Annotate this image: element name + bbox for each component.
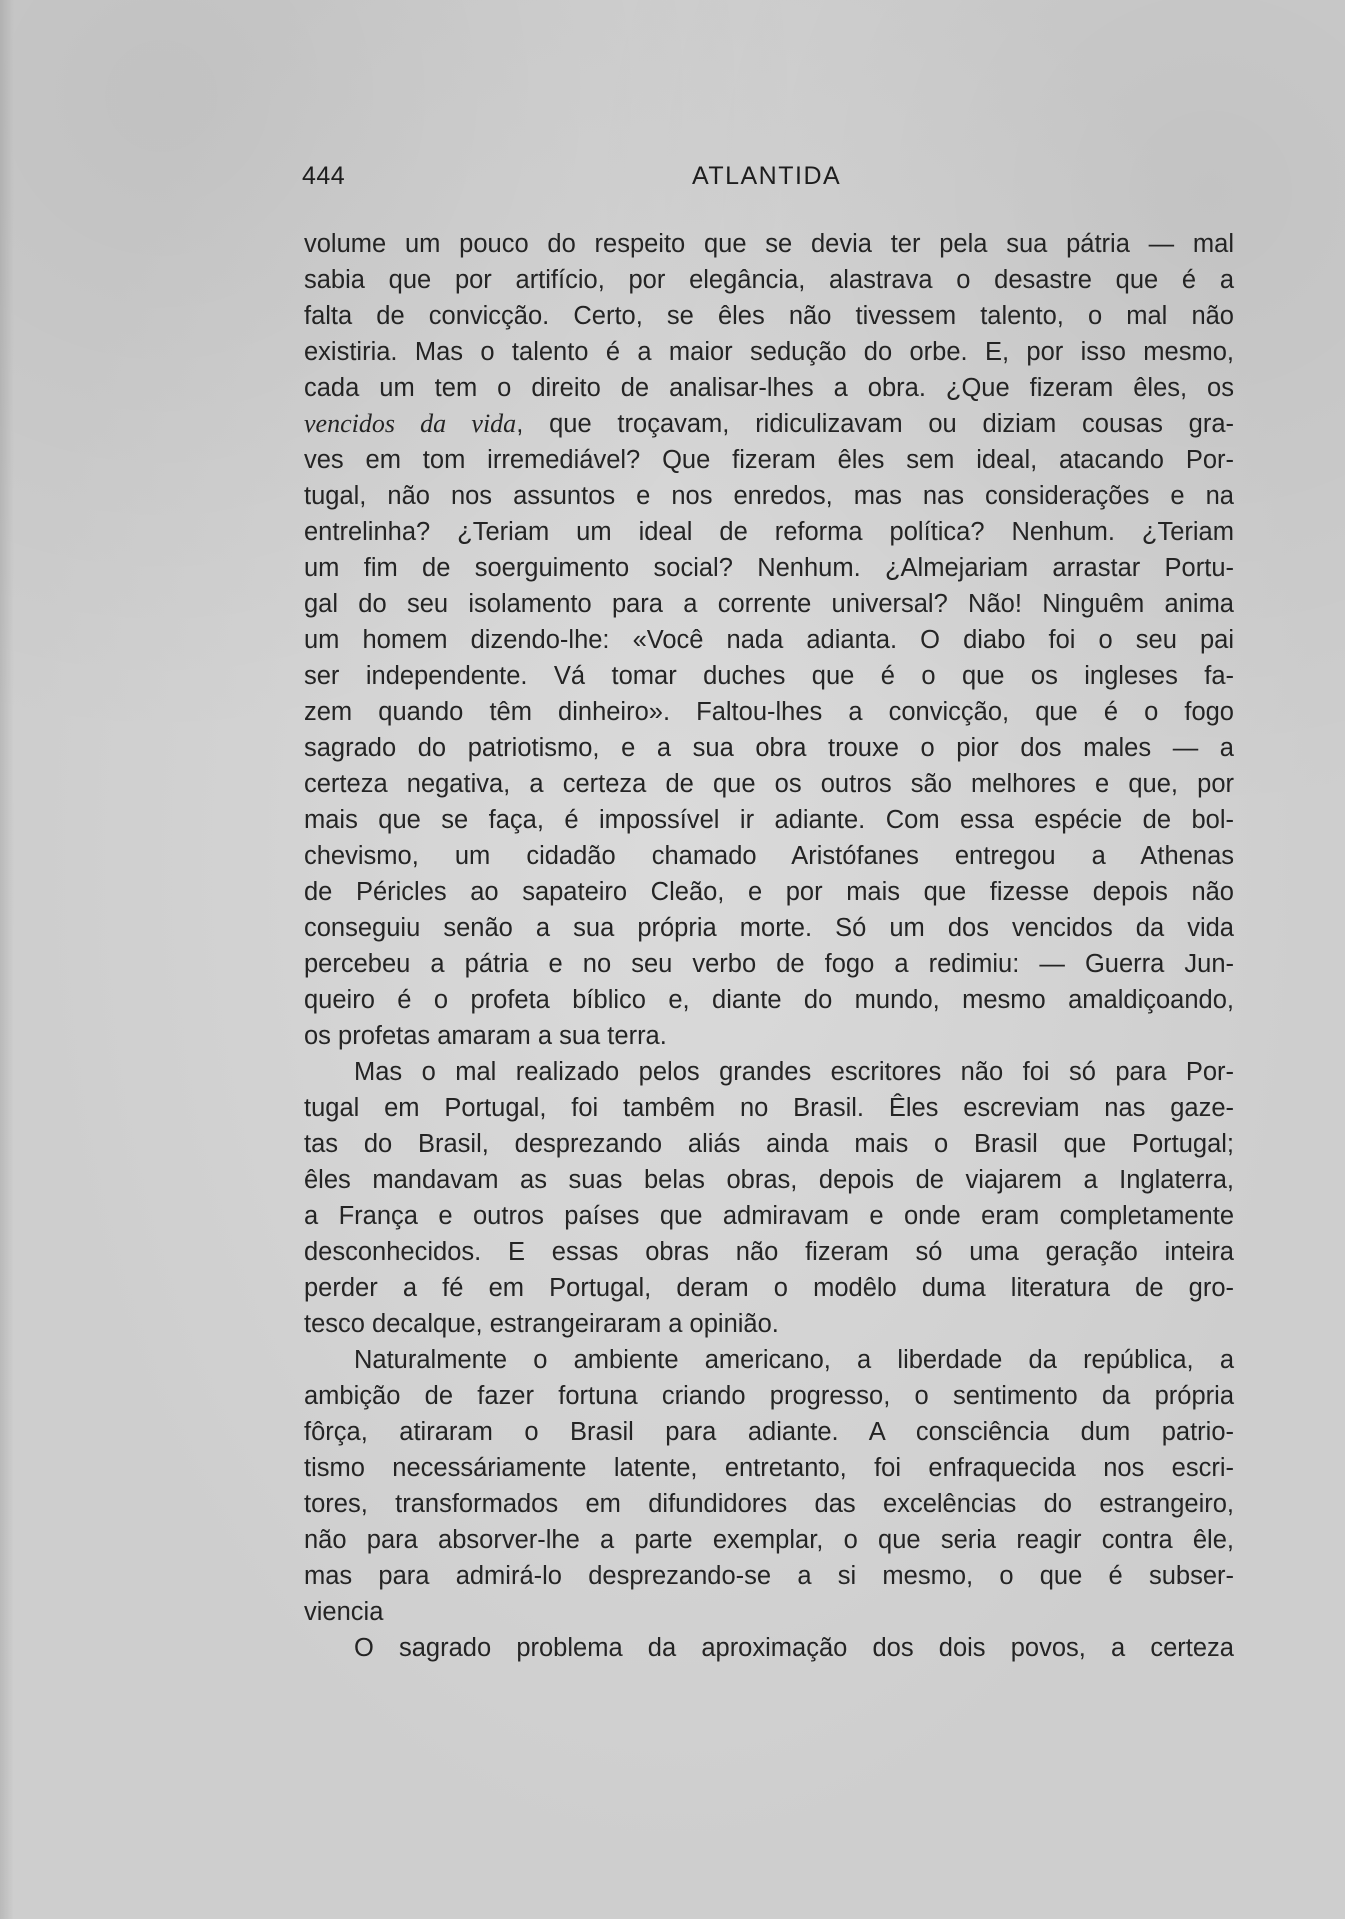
- text-line: sabia que por artifício, por elegância, alastrava o desastre que é a: [304, 266, 1234, 294]
- text-line: percebeu a pátria e no seu verbo de fogo a redimiu: — Guerra Jun-: [304, 950, 1234, 978]
- text-line: gal do seu isolamento para a corrente universal? Não! Ninguêm anima: [304, 590, 1234, 618]
- text-line: um fim de soerguimento social? Nenhum. ¿Almejariam arrastar Portu-: [304, 554, 1234, 582]
- text-line: entrelinha? ¿Teriam um ideal de reforma política? Nenhum. ¿Teriam: [304, 518, 1234, 546]
- text-line: conseguiu senão a sua própria morte. Só um dos vencidos da vida: [304, 914, 1234, 942]
- body-text: [304, 226, 1234, 1666]
- text-line: [304, 406, 1234, 442]
- text-line: zem quando têm dinheiro». Faltou-lhes a convicção, que é o fogo: [304, 698, 1234, 726]
- text-line: ambição de fazer fortuna criando progresso, o sentimento da própria: [304, 1382, 1234, 1410]
- text-line: mais que se faça, é impossível ir adiante. Com essa espécie de bol-: [304, 806, 1234, 834]
- text-line: volume um pouco do respeito que se devia ter pela sua pátria — mal: [304, 230, 1234, 258]
- text-line: cada um tem o direito de analisar-lhes a obra. ¿Que fizeram êles, os: [304, 374, 1234, 402]
- text-line: ser independente. Vá tomar duches que é o que os ingleses fa-: [304, 662, 1234, 690]
- italic-phrase: vencidos da vida: [304, 409, 517, 438]
- text-line: desconhecidos. E essas obras não fizeram só uma geração inteira: [304, 1238, 1234, 1266]
- running-title: ATLANTIDA: [692, 162, 842, 190]
- page-edge-shadow: [0, 0, 14, 1919]
- text-line: tores, transformados em difundidores das excelências do estrangeiro,: [304, 1490, 1234, 1518]
- text-line: chevismo, um cidadão chamado Aristófanes entregou a Athenas: [304, 842, 1234, 870]
- text-line: mas para admirá-lo desprezando-se a si mesmo, o que é subser-: [304, 1562, 1234, 1590]
- text-line: tugal, não nos assuntos e nos enredos, mas nas considerações e na: [304, 482, 1234, 510]
- page-number: 444: [302, 162, 346, 190]
- text-line-paragraph-start: Mas o mal realizado pelos grandes escritores não foi só para Por-: [354, 1058, 1234, 1086]
- text-line: perder a fé em Portugal, deram o modêlo duma literatura de gro-: [304, 1274, 1234, 1302]
- text-line: êles mandavam as suas belas obras, depois de viajarem a Inglaterra,: [304, 1166, 1234, 1194]
- text-line: tas do Brasil, desprezando aliás ainda mais o Brasil que Portugal;: [304, 1130, 1234, 1158]
- text-line: tugal em Portugal, foi tambêm no Brasil. Êles escreviam nas gaze-: [304, 1094, 1234, 1122]
- text-line: existiria. Mas o talento é a maior sedução do orbe. E, por isso mesmo,: [304, 338, 1234, 366]
- text-line-paragraph-end: viencia: [304, 1598, 384, 1626]
- text-line: tismo necessáriamente latente, entretanto, foi enfraquecida nos escri-: [304, 1454, 1234, 1482]
- running-head: [302, 156, 1238, 196]
- text-line: queiro é o profeta bíblico e, diante do mundo, mesmo amaldiçoando,: [304, 986, 1234, 1014]
- text-line: ves em tom irremediável? Que fizeram êles sem ideal, atacando Por-: [304, 446, 1234, 474]
- text-line-rest: , que troçavam, ridiculizavam ou diziam cousas gra-: [516, 410, 1234, 438]
- text-line: de Péricles ao sapateiro Cleão, e por mais que fizesse depois não: [304, 878, 1234, 906]
- text-line: sagrado do patriotismo, e a sua obra trouxe o pior dos males — a: [304, 734, 1234, 762]
- text-line: falta de convicção. Certo, se êles não tivessem talento, o mal não: [304, 302, 1234, 330]
- text-line: a França e outros países que admiravam e onde eram completamente: [304, 1202, 1234, 1230]
- text-line: não para absorver-lhe a parte exemplar, o que seria reagir contra êle,: [304, 1526, 1234, 1554]
- text-line: fôrça, atiraram o Brasil para adiante. A consciência dum patrio-: [304, 1418, 1234, 1446]
- text-line: um homem dizendo-lhe: «Você nada adianta. O diabo foi o seu pai: [304, 626, 1234, 654]
- text-line-paragraph-start: Naturalmente o ambiente americano, a liberdade da república, a: [354, 1346, 1234, 1374]
- text-line: certeza negativa, a certeza de que os outros são melhores e que, por: [304, 770, 1234, 798]
- text-line-paragraph-end: os profetas amaram a sua terra.: [304, 1022, 667, 1050]
- text-line-paragraph-end: tesco decalque, estrangeiraram a opinião.: [304, 1310, 779, 1338]
- text-line-paragraph-start: O sagrado problema da aproximação dos dois povos, a certeza: [354, 1634, 1234, 1662]
